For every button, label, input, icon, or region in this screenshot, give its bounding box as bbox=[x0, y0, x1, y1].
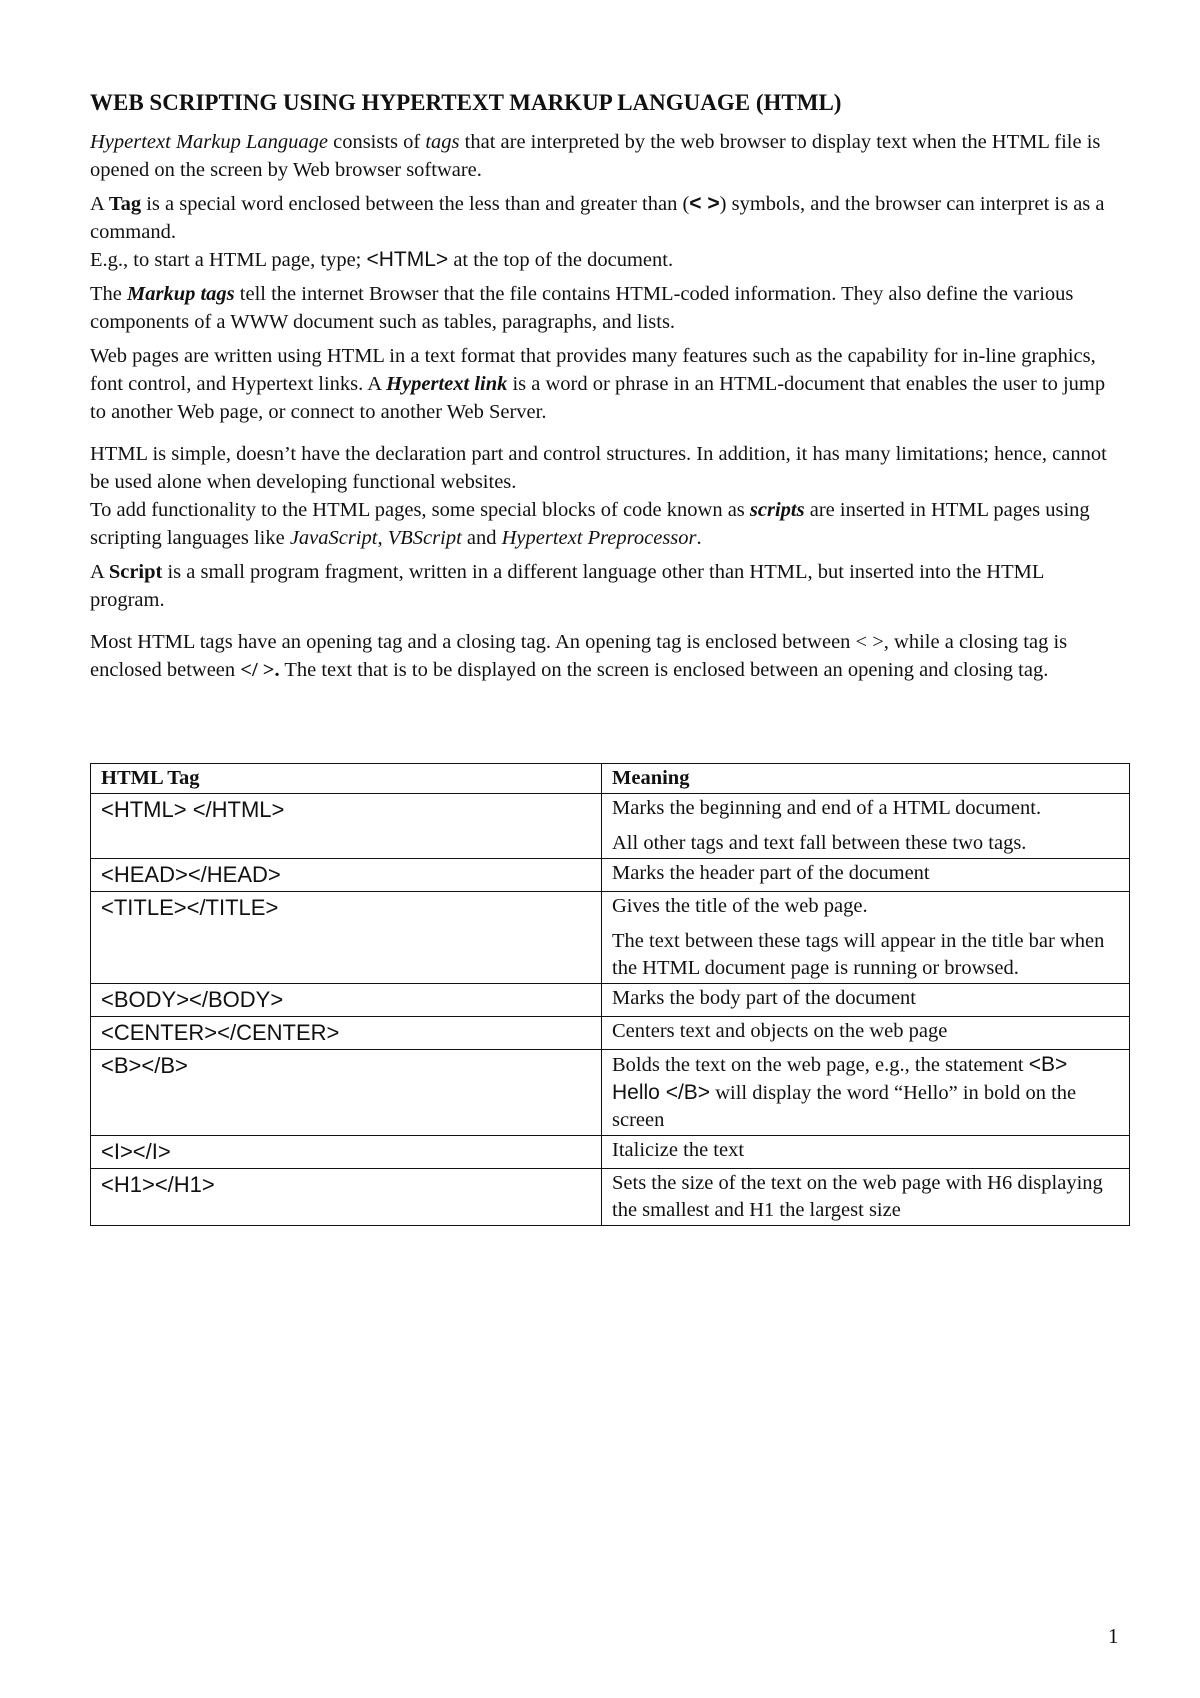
table-row bbox=[91, 892, 1130, 984]
document-title: WEB SCRIPTING USING HYPERTEXT MARKUP LANGUAGE (HTML) bbox=[90, 90, 842, 115]
table-row bbox=[91, 1050, 1130, 1136]
document-body bbox=[90, 88, 1120, 690]
paragraph-opening-closing-tags: Most HTML tags have an opening tag and a closing tag. An opening tag is enclosed between < >, while a closing tag is enclosed between </ >. The text that is to be displayed on the screen is enclosed between an opening and closing tag. bbox=[90, 631, 1068, 681]
paragraph-tag-definition: A Tag is a special word enclosed between the less than and greater than (< >) symbols, and the browser can interpret is as a command. bbox=[90, 192, 1105, 243]
table-row bbox=[91, 984, 1130, 1017]
meaning-cell: Bolds the text on the web page, e.g., the statement <B> Hello </B> will display the word “Hello” in bold on the screen bbox=[602, 1050, 1130, 1136]
page-number: 1 bbox=[1108, 1624, 1119, 1648]
paragraph-markup-tags: The Markup tags tell the internet Browser that the file contains HTML-coded information. They also define the various components of a WWW document such as tables, paragraphs, and lists. bbox=[90, 283, 1074, 333]
tag-cell: <HEAD></HEAD> bbox=[91, 859, 602, 892]
tag-cell: <B></B> bbox=[91, 1050, 602, 1136]
meaning-cell: Marks the beginning and end of a HTML document. All other tags and text fall between these two tags. bbox=[602, 794, 1130, 859]
tag-cell: <BODY></BODY> bbox=[91, 984, 602, 1017]
paragraph-html-definition: Hypertext Markup Language consists of tags that are interpreted by the web browser to display text when the HTML file is opened on the screen by Web browser software. bbox=[90, 131, 1101, 181]
column-header-meaning: Meaning bbox=[602, 764, 1130, 794]
meaning-cell: Marks the body part of the document bbox=[602, 984, 1130, 1017]
tag-cell: <I></I> bbox=[91, 1136, 602, 1169]
tag-cell: <TITLE></TITLE> bbox=[91, 892, 602, 984]
meaning-cell: Marks the header part of the document bbox=[602, 859, 1130, 892]
table-row bbox=[91, 1169, 1130, 1226]
tag-cell: <HTML> </HTML> bbox=[91, 794, 602, 859]
table-row bbox=[91, 1017, 1130, 1050]
meaning-cell: Gives the title of the web page. The text between these tags will appear in the title bar when the HTML document page is running or browsed. bbox=[602, 892, 1130, 984]
paragraph-script-definition: A Script is a small program fragment, written in a different language other than HTML, but inserted into the HTML program. bbox=[90, 561, 1044, 611]
paragraph-html-limitations: HTML is simple, doesn’t have the declaration part and control structures. In addition, it has many limitations; hence, cannot be used alone when developing functional websites. bbox=[90, 443, 1107, 493]
paragraph-example: E.g., to start a HTML page, type; <HTML> at the top of the document. bbox=[90, 248, 674, 271]
table-row bbox=[91, 859, 1130, 892]
column-header-tag: HTML Tag bbox=[91, 764, 602, 794]
table-header-row bbox=[91, 764, 1130, 794]
meaning-cell: Sets the size of the text on the web page with H6 displaying the smallest and H1 the largest size bbox=[602, 1169, 1130, 1226]
paragraph-scripts: To add functionality to the HTML pages, some special blocks of code known as scripts are inserted in HTML pages using scripting languages like JavaScript, VBScript and Hypertext Preprocessor. bbox=[90, 499, 1090, 549]
meaning-cell: Centers text and objects on the web page bbox=[602, 1017, 1130, 1050]
tag-cell: <H1></H1> bbox=[91, 1169, 602, 1226]
tag-cell: <CENTER></CENTER> bbox=[91, 1017, 602, 1050]
paragraph-hypertext-link: Web pages are written using HTML in a text format that provides many features such as the capability for in-line graphics, font control, and Hypertext links. A Hypertext link is a word or phrase in an HTML-document that enables the user to jump to another Web page, or connect to another Web Server. bbox=[90, 345, 1106, 423]
table-row bbox=[91, 1136, 1130, 1169]
html-tags-table bbox=[90, 763, 1130, 1226]
meaning-cell: Italicize the text bbox=[602, 1136, 1130, 1169]
table-row bbox=[91, 794, 1130, 859]
